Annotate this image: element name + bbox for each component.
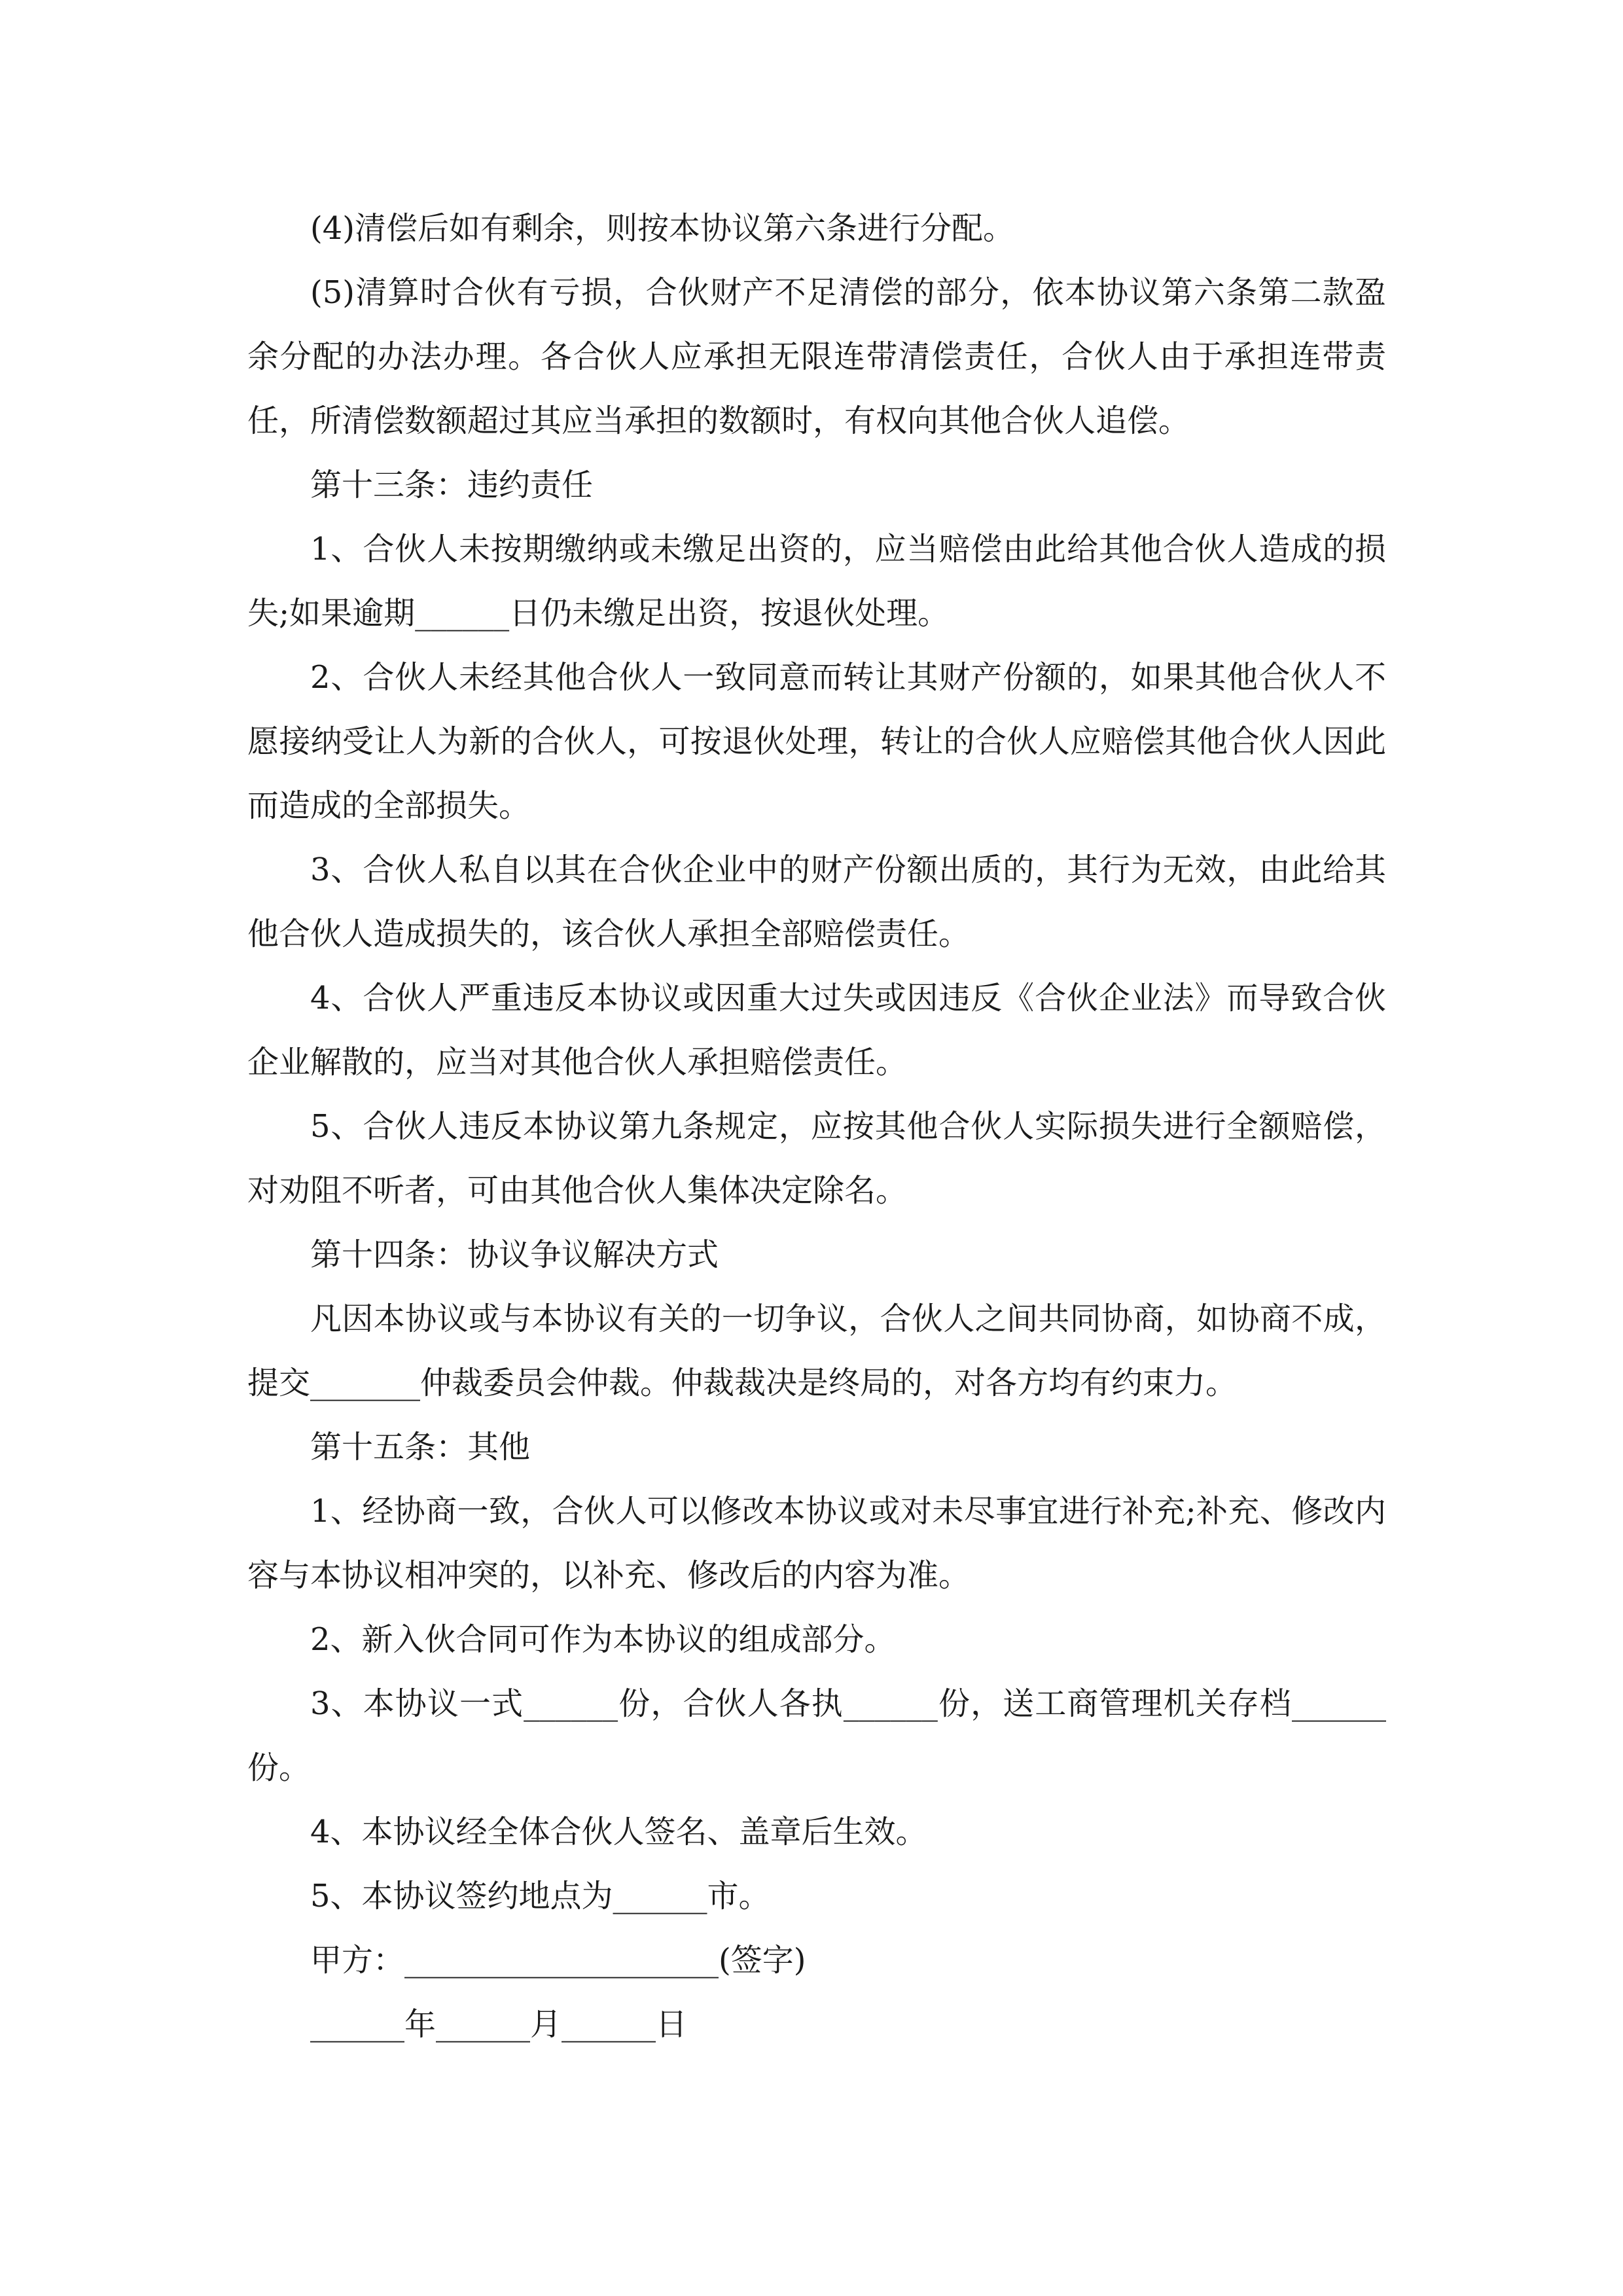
article-15-item-2: 2、新入伙合同可作为本协议的组成部分。 [310, 1621, 896, 1658]
article-15-item-1: 1、经协商一致，合伙人可以修改本协议或对未尽事宜进行补充;补充、修改内容与本协议相冲突的，以补充、修改后的内容为准。 [247, 1493, 1386, 1594]
article-13-item-5: 5、合伙人违反本协议第九条规定，应按其他合伙人实际损失进行全额赔偿，对劝阻不听者，可由其他合伙人集体决定除名。 [247, 1108, 1386, 1209]
article-13-item-2: 2、合伙人未经其他合伙人一致同意而转让其财产份额的，如果其他合伙人不愿接纳受让人为新的合伙人，可按退伙处理，转让的合伙人应赔偿其他合伙人因此而造成的全部损失。 [247, 659, 1386, 824]
article-13-item-3: 3、合伙人私自以其在合伙企业中的财产份额出质的，其行为无效，由此给其他合伙人造成损失的，该合伙人承担全部赔偿责任。 [247, 852, 1386, 952]
article-15-heading: 第十五条：其他 [310, 1429, 531, 1465]
article-13-item-4: 4、合伙人严重违反本协议或因重大过失或因违反《合伙企业法》而导致合伙企业解散的，应当对其他合伙人承担赔偿责任。 [247, 980, 1386, 1081]
article-15-item-5: 5、本协议签约地点为______市。 [310, 1878, 770, 1914]
signature-date-line: ______年______月______日 [310, 2006, 688, 2043]
document-body [247, 196, 1386, 2056]
article-14-body: 凡因本协议或与本协议有关的一切争议，合伙人之间共同协商，如协商不成，提交_______仲裁委员会仲裁。仲裁裁决是终局的，对各方均有约束力。 [247, 1300, 1386, 1401]
clause-liquidation-surplus: (4)清偿后如有剩余，则按本协议第六条进行分配。 [310, 210, 1014, 247]
clause-liquidation-loss: (5)清算时合伙有亏损，合伙财产不足清偿的部分，依本协议第六条第二款盈余分配的办法办理。各合伙人应承担无限连带清偿责任，合伙人由于承担连带责任，所清偿数额超过其应当承担的数额时，有权向其他合伙人追偿。 [247, 274, 1386, 439]
article-15-item-4: 4、本协议经全体合伙人签名、盖章后生效。 [310, 1814, 927, 1850]
party-a-signature-line: 甲方：____________________(签字) [310, 1942, 806, 1979]
article-14-heading: 第十四条：协议争议解决方式 [310, 1236, 719, 1273]
article-13-item-1: 1、合伙人未按期缴纳或未缴足出资的，应当赔偿由此给其他合伙人造成的损失;如果逾期______日仍未缴足出资，按退伙处理。 [247, 531, 1386, 632]
article-15-item-3: 3、本协议一式______份，合伙人各执______份，送工商管理机关存档______份。 [247, 1685, 1386, 1786]
article-13-heading: 第十三条：违约责任 [310, 467, 594, 503]
